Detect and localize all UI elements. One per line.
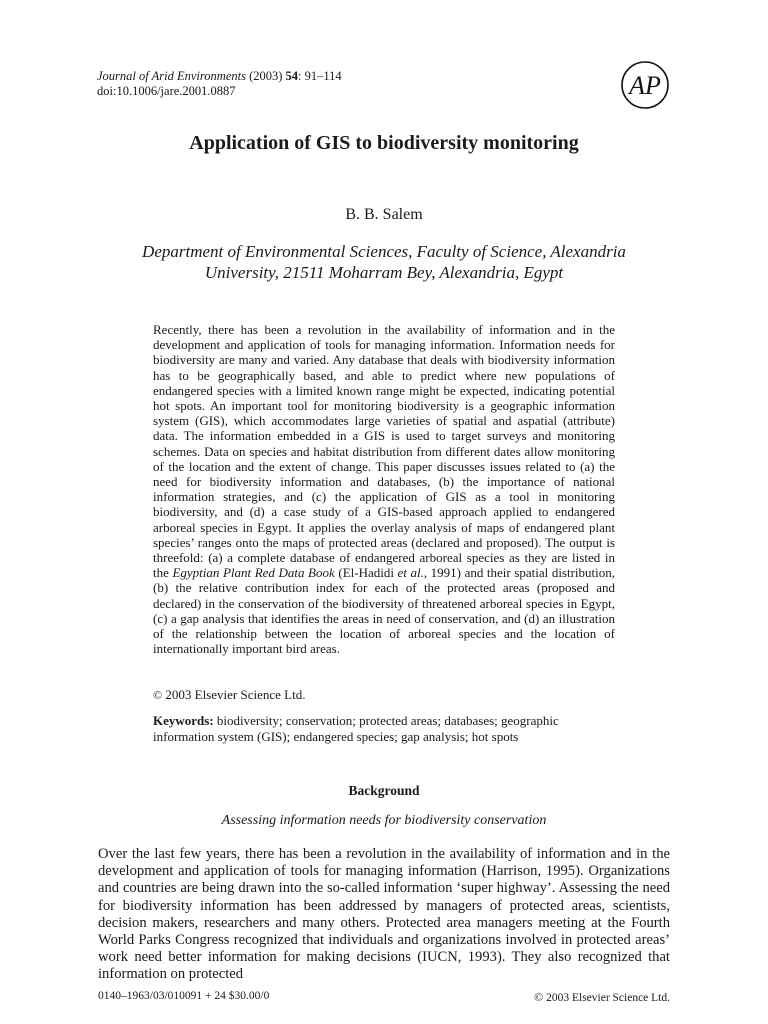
affiliation: [100, 241, 668, 283]
copyright-text: 2003 Elsevier Science Ltd.: [165, 687, 306, 702]
abstract-text-3: , 1991) and their spatial distribution, (b) the relative contribution index for each of the protected areas (proposed and declared) in the conservation of the biodiversity of threatened arboreal species in Egypt, (c) a gap analysis that identifies the areas in need of conservation, and (d) an illustration of the relationship between the location of arboreal species and the location of internationally important bird areas.: [153, 565, 616, 657]
copyright-symbol: ©: [153, 688, 163, 702]
journal-doi: doi:10.1006/jare.2001.0887: [97, 84, 236, 98]
abstract-copyright: [153, 687, 305, 703]
affiliation-line-1: Department of Environmental Sciences, Faculty of Science, Alexandria: [142, 242, 626, 261]
keywords: [153, 713, 615, 744]
footer-copyright: [534, 990, 670, 1005]
author: B. B. Salem: [345, 206, 423, 223]
keywords-label: Keywords:: [153, 713, 214, 728]
body-paragraph: Over the last few years, there has been a revolution in the availability of information and in the development and application of tools for managing information (Harrison, 1995). Organizations and countries are being drawn into the so-called information ‘super highway’. Assessing the need for biodiversity information has been addressed by managers of protected areas, scientists, decision makers, researchers and many others. Protected area managers meeting at the Fourth World Parks Congress recognized that individuals and organizations involved in protected areas’ work need better information for making decisions (IUCN, 1993). They also recognized that information on protected: [98, 846, 670, 983]
journal-year: (2003): [249, 69, 283, 83]
keywords-text: biodiversity; conservation; protected areas; databases; geographic information system (GIS); endangered species; gap analysis; hot spots: [153, 713, 559, 744]
logo-text: AP: [629, 71, 661, 100]
paper-title: Application of GIS to biodiversity monitoring: [189, 132, 579, 154]
footer-issn: 0140–1963/03/010091 + 24 $30.00/0: [98, 990, 270, 1002]
section-subheading: Assessing information needs for biodiversity conservation: [221, 813, 547, 828]
abstract-text-1: Recently, there has been a revolution in the availability of information and in the development and application of tools for managing information. Information needs for biodiversity are many and varied. Any database that deals with biodiversity information has to be geographically based, and able to predict where new populations of endangered species with a limited known range might be expected, indicating potential hot spots. An important tool for monitoring biodiversity is a geographic information system (GIS), which accommodates large varieties of spatial and aspatial (attribute) data. The information embedded in a GIS is used to target surveys and monitoring schemes. Data on species and habitat distribution from different dates allow monitoring of the location and the extent of change. This paper discusses issues related to (a) the need for biodiversity information and databases, (b) the importance of national information strategies, and (c) the application of GIS as a tool in monitoring biodiversity, and (d) a case study of a GIS-based approach applied to endangered arboreal species in Egypt. It applies the overlay analysis of maps of endangered plant species’ ranges onto the maps of protected areas (declared and proposed). The output is threefold: (a) a complete database of endangered arboreal species as they are listed in the: [153, 322, 615, 581]
section-heading: Background: [348, 783, 420, 798]
abstract-book-title: Egyptian Plant Red Data Book: [172, 565, 335, 581]
journal-citation: [97, 69, 342, 99]
journal-volume: 54: [285, 69, 299, 83]
publisher-logo: [620, 60, 670, 110]
affiliation-line-2: University, 21511 Moharram Bey, Alexandria, Egypt: [204, 263, 564, 282]
abstract: [153, 322, 615, 656]
journal-line: [97, 69, 342, 84]
journal-pages: : 91–114: [298, 69, 342, 83]
journal-name: Journal of Arid Environments: [97, 69, 246, 83]
footer-copyright-text: 2003 Elsevier Science Ltd.: [546, 992, 670, 1004]
footer-copyright-symbol: ©: [534, 990, 544, 1004]
abstract-text-2: (El-Hadidi: [338, 565, 394, 581]
abstract-etal: et al.: [397, 565, 424, 581]
